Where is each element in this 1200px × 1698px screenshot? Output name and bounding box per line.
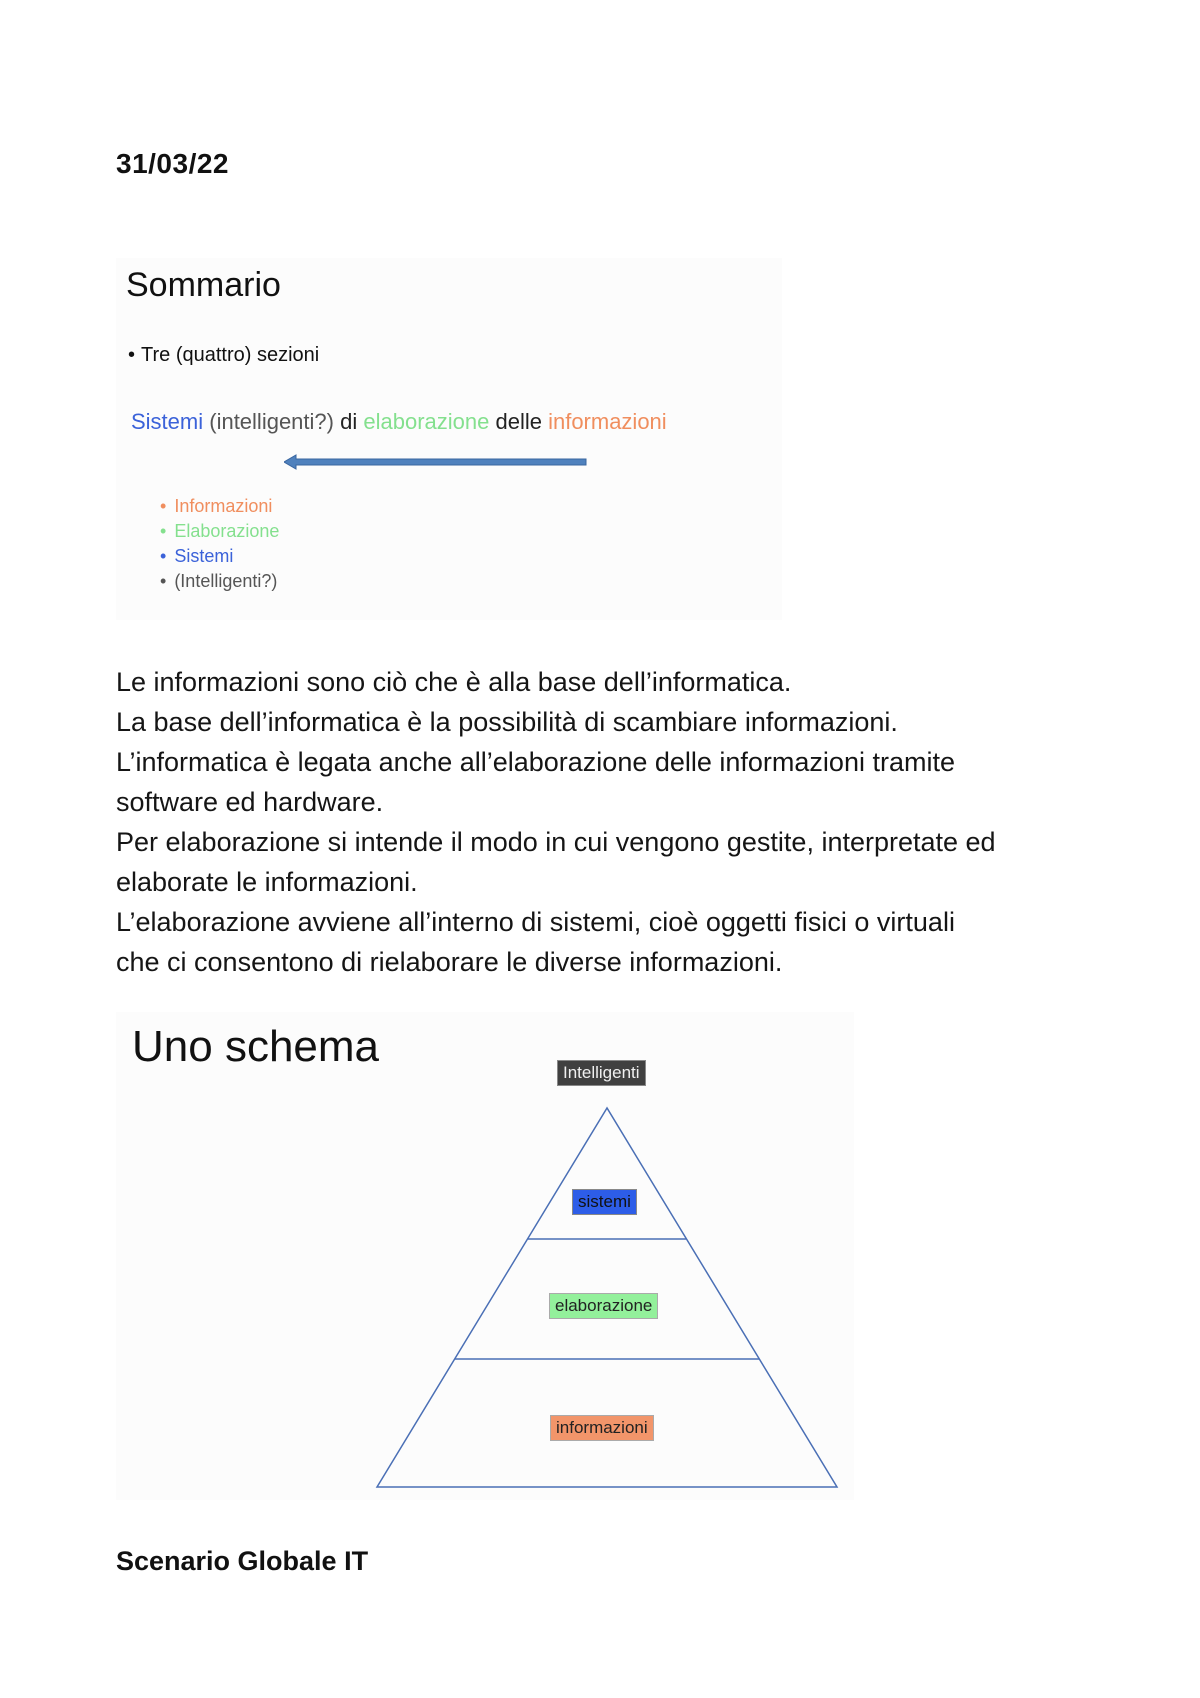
paragraph-line: elaborate le informazioni. bbox=[116, 867, 418, 897]
slide-title: Sommario bbox=[126, 266, 281, 304]
pyramid-diagram bbox=[116, 1012, 854, 1500]
sub-list bbox=[160, 494, 279, 594]
tag-informazioni: informazioni bbox=[550, 1415, 654, 1441]
slide-headline bbox=[131, 409, 667, 435]
paragraph-line: L’elaborazione avviene all’interno di sistemi, cioè oggetti fisici o virtuali bbox=[116, 907, 955, 937]
body-paragraph bbox=[116, 662, 1116, 982]
paragraph-line: Per elaborazione si intende il modo in cui vengono gestite, interpretate ed bbox=[116, 827, 996, 857]
paragraph-line: software ed hardware. bbox=[116, 787, 384, 817]
sub-item-sistemi: • Sistemi bbox=[160, 546, 234, 566]
headline-intelligenti: (intelligenti?) bbox=[209, 409, 334, 434]
bullet-dot-icon: • bbox=[128, 344, 136, 366]
headline-delle: delle bbox=[495, 409, 542, 434]
sub-item-elaborazione: • Elaborazione bbox=[160, 521, 280, 541]
tag-intelligenti: Intelligenti bbox=[557, 1060, 646, 1086]
tag-sistemi: sistemi bbox=[572, 1189, 637, 1215]
headline-informazioni: informazioni bbox=[548, 409, 667, 434]
sub-item-informazioni: • Informazioni bbox=[160, 496, 273, 516]
bullet-text: Tre (quattro) sezioni bbox=[141, 344, 320, 366]
document-date: 31/03/22 bbox=[116, 148, 229, 179]
slide-title: Uno schema bbox=[132, 1022, 380, 1071]
headline-sistemi: Sistemi bbox=[131, 409, 204, 434]
slide-sommario bbox=[116, 258, 782, 620]
paragraph-line: che ci consentono di rielaborare le diverse informazioni. bbox=[116, 947, 783, 977]
headline-di: di bbox=[340, 409, 358, 434]
tag-elaborazione: elaborazione bbox=[549, 1293, 658, 1319]
paragraph-line: Le informazioni sono ciò che è alla base dell’informatica. bbox=[116, 667, 792, 697]
sub-item-intelligenti: • (Intelligenti?) bbox=[160, 571, 278, 591]
section-heading: Scenario Globale IT bbox=[116, 1546, 369, 1576]
paragraph-line: La base dell’informatica è la possibilità di scambiare informazioni. bbox=[116, 707, 898, 737]
headline-elaborazione: elaborazione bbox=[363, 409, 490, 434]
slide-uno-schema bbox=[116, 1012, 854, 1500]
left-arrow-icon bbox=[284, 454, 594, 470]
paragraph-line: L’informatica è legata anche all’elaborazione delle informazioni tramite bbox=[116, 747, 955, 777]
slide-bullet bbox=[128, 344, 319, 367]
